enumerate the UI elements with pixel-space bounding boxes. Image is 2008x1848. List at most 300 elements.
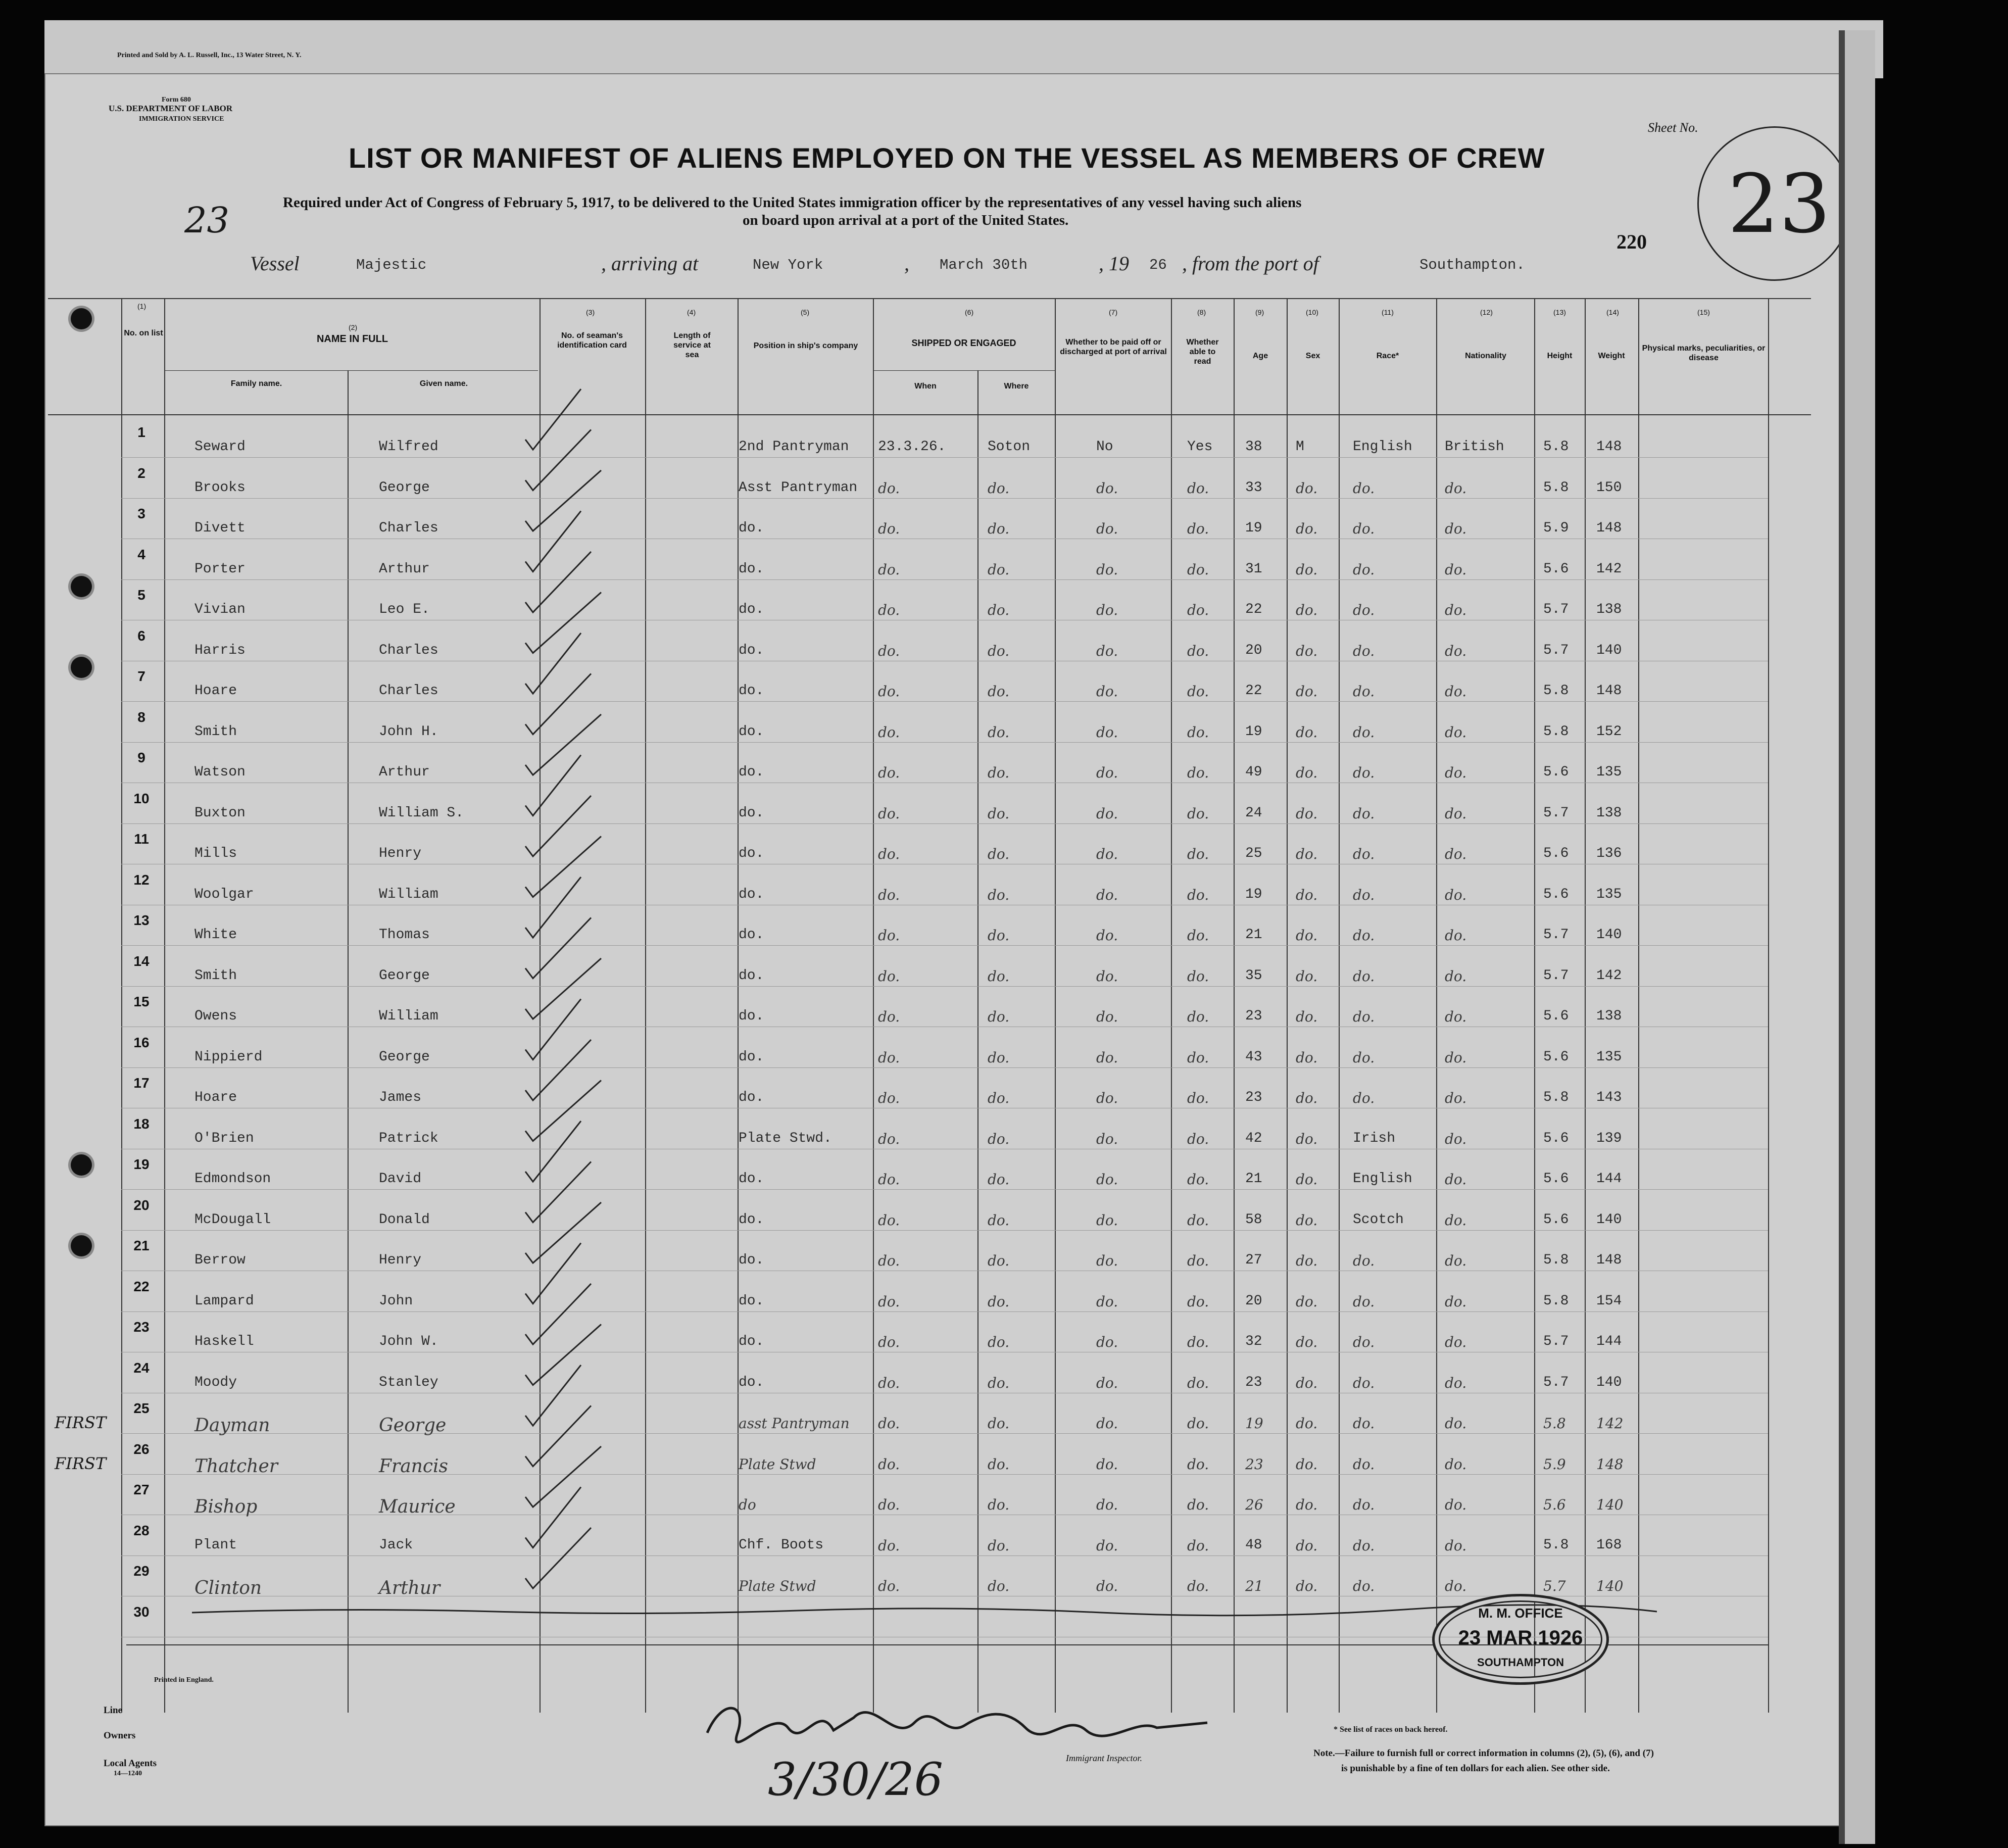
- checkmark: [525, 1528, 591, 1588]
- cell-race: do.: [1353, 561, 1375, 578]
- printer-credit: Printed and Sold by A. L. Russell, Inc., 13 Water Street, N. Y.: [117, 52, 302, 59]
- cell-family: Mills: [194, 846, 237, 861]
- row-rule: [121, 1067, 1768, 1068]
- cell-position: do.: [739, 927, 764, 943]
- cell-read: do.: [1187, 1578, 1209, 1594]
- cell-family: Dayman: [194, 1415, 270, 1436]
- cell-when: do.: [878, 886, 900, 903]
- cell-family: Watson: [194, 764, 246, 780]
- row-rule: [121, 579, 1768, 580]
- cell-height: 5.6: [1543, 561, 1569, 577]
- cell-age: 19: [1245, 723, 1262, 740]
- cell-weight: 140: [1596, 1374, 1622, 1390]
- cell-read: do.: [1187, 1496, 1209, 1513]
- cell-paid: do.: [1096, 602, 1118, 618]
- vessel-name: Majestic: [356, 257, 427, 273]
- row-rule: [121, 457, 1768, 458]
- margin-note: 23: [184, 200, 230, 241]
- owners-label: Owners: [104, 1730, 136, 1741]
- row-number: 16: [133, 1034, 150, 1050]
- subtitle-line-1: Required under Act of Congress of February 5, 1917, to be delivered to the United States immigration officer by the representatives of any vessel having such aliens: [283, 194, 1302, 211]
- cell-nationality: do.: [1445, 723, 1467, 741]
- cell-position: Plate Stwd: [739, 1455, 816, 1473]
- cell-where: do.: [988, 1455, 1010, 1473]
- cell-sex: do.: [1296, 764, 1318, 781]
- cell-family: Porter: [194, 561, 246, 577]
- cell-race: do.: [1353, 1537, 1375, 1554]
- cell-family: Owens: [194, 1008, 237, 1024]
- cell-age: 20: [1245, 642, 1262, 658]
- cell-race: do.: [1353, 1455, 1375, 1473]
- cell-height: 5.7: [1543, 927, 1569, 943]
- cell-sex: do.: [1296, 1130, 1318, 1147]
- checkmark: [525, 1284, 591, 1344]
- checkmark: [525, 877, 581, 938]
- cell-sex: do.: [1296, 805, 1318, 822]
- cell-position: do.: [739, 1090, 764, 1105]
- checkmark: [525, 593, 601, 653]
- cell-given: Wilfred: [379, 439, 438, 455]
- cell-position: do.: [739, 1293, 764, 1309]
- row-number: 24: [133, 1359, 150, 1376]
- cell-given: William: [379, 886, 438, 902]
- checkmark: [525, 1406, 591, 1467]
- cell-when: do.: [878, 846, 900, 862]
- cell-given: William: [379, 1008, 438, 1024]
- cell-height: 5.8: [1543, 723, 1569, 740]
- cell-weight: 150: [1596, 479, 1622, 496]
- cell-age: 58: [1245, 1211, 1262, 1228]
- cell-race: do.: [1353, 723, 1375, 741]
- cell-position: do.: [739, 967, 764, 984]
- cell-read: do.: [1187, 1415, 1209, 1432]
- cell-nationality: do.: [1445, 967, 1467, 985]
- row-number: 12: [133, 871, 150, 888]
- cell-age: 23: [1245, 1090, 1262, 1105]
- cell-position: do.: [739, 1211, 764, 1228]
- cell-where: do.: [988, 1090, 1010, 1106]
- checkmark: [525, 389, 581, 450]
- cell-read: Yes: [1187, 439, 1213, 455]
- cell-height: 5.8: [1543, 1090, 1569, 1105]
- cell-family: Harris: [194, 642, 246, 658]
- cell-nationality: do.: [1445, 602, 1467, 618]
- row-number: 28: [133, 1522, 150, 1538]
- cell-read: do.: [1187, 1008, 1209, 1025]
- cell-height: 5.7: [1543, 642, 1569, 658]
- inspector-label: Immigrant Inspector.: [1066, 1753, 1142, 1763]
- cell-position: do.: [739, 1008, 764, 1024]
- row-rule: [121, 1433, 1768, 1434]
- cell-sex: do.: [1296, 1293, 1318, 1310]
- vessel-label: Vessel: [250, 252, 300, 275]
- cell-read: do.: [1187, 1171, 1209, 1188]
- cell-given: John: [379, 1293, 413, 1309]
- cell-position: do.: [739, 723, 764, 740]
- cell-given: Henry: [379, 1252, 422, 1268]
- row-rule: [121, 986, 1768, 987]
- cell-when: do.: [878, 1374, 900, 1391]
- cell-sex: do.: [1296, 1171, 1318, 1188]
- cell-nationality: do.: [1445, 1415, 1467, 1432]
- cell-nationality: do.: [1445, 1008, 1467, 1025]
- cell-height: 5.8: [1543, 1537, 1569, 1553]
- cell-when: do.: [878, 1496, 900, 1513]
- cell-given: Leo E.: [379, 602, 430, 617]
- cell-given: George: [379, 1049, 430, 1065]
- cell-position: do.: [739, 846, 764, 861]
- cell-sex: do.: [1296, 723, 1318, 741]
- row-number: 27: [133, 1482, 150, 1497]
- cell-age: 22: [1245, 683, 1262, 699]
- cell-weight: 144: [1596, 1334, 1622, 1349]
- cell-race: English: [1353, 1171, 1412, 1187]
- cell-sex: do.: [1296, 927, 1318, 944]
- checkmark: [525, 1040, 591, 1100]
- cell-family: Divett: [194, 520, 246, 536]
- cell-where: do.: [988, 1171, 1010, 1188]
- cell-read: do.: [1187, 764, 1209, 781]
- cell-race: English: [1353, 439, 1412, 455]
- cell-position: 2nd Pantryman: [739, 439, 849, 455]
- row-number: 26: [133, 1441, 150, 1457]
- cell-where: do.: [988, 1415, 1010, 1432]
- cell-weight: 135: [1596, 886, 1622, 902]
- cell-weight: 148: [1596, 1455, 1624, 1473]
- cell-sex: do.: [1296, 1008, 1318, 1025]
- cell-nationality: do.: [1445, 561, 1467, 578]
- cell-read: do.: [1187, 561, 1209, 578]
- checkmark: [525, 1081, 601, 1141]
- list-number: 220: [1617, 230, 1647, 253]
- cell-weight: 143: [1596, 1090, 1622, 1105]
- col-physical-marks: Physical marks, peculiarities, or disease: [1642, 344, 1766, 362]
- row-rule: [121, 1474, 1768, 1475]
- cell-when: do.: [878, 1415, 900, 1432]
- cell-read: do.: [1187, 1374, 1209, 1391]
- cell-age: 35: [1245, 967, 1262, 984]
- cell-position: do.: [739, 886, 764, 902]
- checkmark: [525, 755, 581, 816]
- row-number: 25: [133, 1400, 150, 1416]
- cell-where: do.: [988, 1130, 1010, 1147]
- checkmark: [525, 633, 581, 694]
- cell-family: Haskell: [194, 1334, 254, 1349]
- cell-family: O'Brien: [194, 1130, 254, 1146]
- cell-sex: do.: [1296, 1049, 1318, 1066]
- cell-given: Charles: [379, 642, 438, 658]
- checkmark: [525, 1243, 581, 1304]
- cell-position: Chf. Boots: [739, 1537, 824, 1553]
- cell-read: do.: [1187, 967, 1209, 985]
- cell-weight: 135: [1596, 1049, 1622, 1065]
- checkmark: [525, 1162, 591, 1223]
- cell-paid: do.: [1096, 479, 1118, 497]
- cell-when: do.: [878, 1455, 900, 1473]
- service: IMMIGRATION SERVICE: [139, 115, 224, 123]
- cell-race: Scotch: [1353, 1211, 1404, 1228]
- cell-given: Maurice: [379, 1496, 456, 1517]
- cell-race: Irish: [1353, 1130, 1396, 1146]
- cell-nationality: do.: [1445, 1455, 1467, 1473]
- cell-weight: 140: [1596, 1578, 1624, 1594]
- cell-read: do.: [1187, 1252, 1209, 1269]
- cell-height: 5.6: [1543, 1130, 1569, 1146]
- cell-given: Arthur: [379, 561, 430, 577]
- cell-nationality: do.: [1445, 927, 1467, 944]
- cell-position: do.: [739, 805, 764, 821]
- cell-family: Berrow: [194, 1252, 246, 1268]
- cell-where: do.: [988, 764, 1010, 781]
- cell-race: do.: [1353, 764, 1375, 781]
- stamp-bottom: SOUTHAMPTON: [1477, 1656, 1564, 1669]
- cell-height: 5.6: [1543, 846, 1569, 861]
- margin-annotation: FIRST: [55, 1453, 107, 1473]
- col-shipped-engaged: SHIPPED OR ENGAGED: [911, 338, 1016, 348]
- col-where: Where: [1004, 382, 1029, 391]
- col-nationality: Nationality: [1465, 352, 1506, 360]
- cell-where: do.: [988, 927, 1010, 944]
- cell-age: 33: [1245, 479, 1262, 496]
- cell-where: do.: [988, 967, 1010, 985]
- cell-read: do.: [1187, 1334, 1209, 1350]
- cell-where: do.: [988, 642, 1010, 659]
- cell-position: do.: [739, 1334, 764, 1349]
- col-able-to-read: Whether able to read: [1186, 338, 1219, 366]
- checkmark: [525, 1202, 601, 1263]
- cell-height: 5.8: [1543, 439, 1569, 455]
- cell-family: Clinton: [194, 1578, 262, 1598]
- col-paid-off: Whether to be paid off or discharged at port of arrival: [1060, 338, 1167, 356]
- cell-age: 24: [1245, 805, 1262, 821]
- cell-where: do.: [988, 520, 1010, 537]
- cell-where: do.: [988, 1211, 1010, 1229]
- cell-position: do.: [739, 642, 764, 658]
- checkmark: [525, 1121, 581, 1182]
- cell-age: 31: [1245, 561, 1262, 577]
- cell-when: do.: [878, 805, 900, 822]
- races-note: * See list of races on back hereof.: [1334, 1725, 1448, 1734]
- arrival-port: New York: [753, 257, 823, 273]
- cell-age: 21: [1245, 1171, 1262, 1187]
- cell-where: Soton: [988, 439, 1031, 455]
- col-family-name: Family name.: [230, 379, 282, 388]
- col-sex: Sex: [1305, 352, 1320, 360]
- cell-when: do.: [878, 642, 900, 659]
- cell-read: do.: [1187, 1130, 1209, 1147]
- cell-sex: do.: [1296, 1374, 1318, 1391]
- cell-read: do.: [1187, 1049, 1209, 1066]
- cell-when: do.: [878, 1090, 900, 1106]
- col-when: When: [914, 382, 937, 391]
- cell-given: Jack: [379, 1537, 413, 1553]
- cell-paid: do.: [1096, 723, 1118, 741]
- cell-nationality: do.: [1445, 1537, 1467, 1554]
- cell-paid: do.: [1096, 846, 1118, 862]
- inspector-signature: [702, 1687, 1268, 1763]
- cell-nationality: do.: [1445, 683, 1467, 700]
- cell-sex: do.: [1296, 1455, 1318, 1473]
- cell-read: do.: [1187, 479, 1209, 497]
- cell-where: do.: [988, 1537, 1010, 1554]
- punch-hole: [71, 1154, 92, 1176]
- checkmark: [525, 1365, 581, 1426]
- subtitle-line-2: on board upon arrival at a port of the United States.: [743, 212, 1069, 228]
- cell-given: Charles: [379, 683, 438, 699]
- cell-sex: do.: [1296, 1578, 1318, 1594]
- row-number: 21: [133, 1238, 150, 1253]
- cell-given: Francis: [379, 1455, 448, 1477]
- cell-position: do: [739, 1496, 756, 1513]
- cell-where: do.: [988, 1578, 1010, 1594]
- cell-where: do.: [988, 886, 1010, 903]
- cell-paid: No: [1096, 439, 1113, 455]
- cell-read: do.: [1187, 1211, 1209, 1229]
- cell-nationality: do.: [1445, 1211, 1467, 1229]
- cell-race: do.: [1353, 642, 1375, 659]
- cell-paid: do.: [1096, 1293, 1118, 1310]
- cell-race: do.: [1353, 805, 1375, 822]
- cell-given: John H.: [379, 723, 438, 740]
- col-height: Height: [1547, 352, 1573, 360]
- cell-race: do.: [1353, 886, 1375, 903]
- cell-family: Lampard: [194, 1293, 254, 1309]
- cell-weight: 148: [1596, 520, 1622, 536]
- cell-paid: do.: [1096, 520, 1118, 537]
- cell-race: do.: [1353, 520, 1375, 537]
- cell-family: Smith: [194, 723, 237, 740]
- cell-position: do.: [739, 683, 764, 699]
- cell-weight: 135: [1596, 764, 1622, 780]
- cell-paid: do.: [1096, 683, 1118, 700]
- cell-when: do.: [878, 1008, 900, 1025]
- cell-given: Patrick: [379, 1130, 438, 1146]
- cell-when: do.: [878, 1049, 900, 1066]
- cell-given: David: [379, 1171, 422, 1187]
- cell-race: do.: [1353, 1334, 1375, 1350]
- col-length-service: Length of service at sea: [673, 331, 711, 359]
- cell-paid: do.: [1096, 1415, 1118, 1432]
- cell-where: do.: [988, 479, 1010, 497]
- cell-paid: do.: [1096, 1090, 1118, 1106]
- cell-nationality: do.: [1445, 642, 1467, 659]
- row-rule: [121, 1555, 1768, 1556]
- cell-sex: do.: [1296, 683, 1318, 700]
- row-number: 15: [133, 994, 150, 1009]
- col-given-name: Given name.: [419, 379, 468, 388]
- row-number: 17: [133, 1075, 150, 1091]
- cell-age: 49: [1245, 764, 1262, 780]
- arriving-label: , arriving at: [601, 252, 699, 275]
- row-number: 7: [137, 668, 145, 684]
- cell-sex: do.: [1296, 1334, 1318, 1350]
- cell-where: do.: [988, 1374, 1010, 1391]
- cell-when: do.: [878, 1252, 900, 1269]
- cell-read: do.: [1187, 846, 1209, 862]
- cell-height: 5.6: [1543, 1211, 1569, 1228]
- checkmark: [525, 796, 591, 856]
- checkmark: [525, 837, 601, 897]
- cell-sex: do.: [1296, 1415, 1318, 1432]
- row-number: 30: [133, 1603, 150, 1620]
- checkmark: [525, 999, 581, 1060]
- checkmark: [525, 958, 601, 1019]
- cell-read: do.: [1187, 683, 1209, 700]
- cell-family: Seward: [194, 439, 246, 455]
- cell-read: do.: [1187, 723, 1209, 741]
- cell-weight: 154: [1596, 1293, 1622, 1309]
- cell-height: 5.6: [1543, 886, 1569, 902]
- cell-where: do.: [988, 602, 1010, 618]
- cell-paid: do.: [1096, 1496, 1118, 1513]
- cell-height: 5.7: [1543, 1334, 1569, 1349]
- cell-race: do.: [1353, 479, 1375, 497]
- inspector-date: 3/30/26: [768, 1753, 943, 1806]
- cell-where: do.: [988, 805, 1010, 822]
- cell-when: do.: [878, 1537, 900, 1554]
- cell-paid: do.: [1096, 1334, 1118, 1350]
- cell-sex: do.: [1296, 602, 1318, 618]
- cell-nationality: do.: [1445, 479, 1467, 497]
- cell-age: 25: [1245, 846, 1262, 861]
- cell-height: 5.7: [1543, 602, 1569, 617]
- cell-position: do.: [739, 1049, 764, 1065]
- col-id-card: No. of seaman's identification card: [557, 331, 627, 350]
- cell-where: do.: [988, 1496, 1010, 1513]
- cell-weight: 144: [1596, 1171, 1622, 1187]
- row-number: 29: [133, 1563, 150, 1579]
- cell-age: 19: [1245, 520, 1262, 536]
- cell-nationality: do.: [1445, 520, 1467, 537]
- cell-weight: 148: [1596, 1252, 1622, 1268]
- cell-when: 23.3.26.: [878, 439, 946, 455]
- cell-height: 5.6: [1543, 1496, 1566, 1513]
- cell-paid: do.: [1096, 561, 1118, 578]
- cell-sex: do.: [1296, 886, 1318, 903]
- mm-office-stamp: [1432, 1594, 1609, 1685]
- cell-race: do.: [1353, 1496, 1375, 1513]
- cell-where: do.: [988, 846, 1010, 862]
- cell-height: 5.7: [1543, 1578, 1566, 1594]
- cell-weight: 152: [1596, 723, 1622, 740]
- cell-given: John W.: [379, 1334, 438, 1349]
- cell-when: do.: [878, 723, 900, 741]
- checkmark: [525, 430, 591, 491]
- cell-family: Nippierd: [194, 1049, 263, 1065]
- cell-family: Hoare: [194, 1090, 237, 1105]
- cell-family: White: [194, 927, 237, 943]
- col-name-in-full: NAME IN FULL: [316, 333, 388, 345]
- cell-read: do.: [1187, 1455, 1209, 1473]
- line-label: Line: [104, 1705, 122, 1716]
- cell-age: 19: [1245, 1415, 1263, 1432]
- cell-weight: 140: [1596, 1211, 1622, 1228]
- cell-nationality: British: [1445, 439, 1504, 455]
- cell-age: 19: [1245, 886, 1262, 902]
- cell-weight: 140: [1596, 927, 1622, 943]
- cell-height: 5.9: [1543, 1455, 1566, 1473]
- row-rule: [121, 945, 1768, 946]
- cell-sex: do.: [1296, 1496, 1318, 1513]
- cell-paid: do.: [1096, 1049, 1118, 1066]
- cell-when: do.: [878, 1171, 900, 1188]
- row-rule: [121, 1230, 1768, 1231]
- cell-paid: do.: [1096, 642, 1118, 659]
- checkmark: [525, 470, 601, 531]
- cell-weight: 136: [1596, 846, 1622, 861]
- cell-race: do.: [1353, 1049, 1375, 1066]
- cell-height: 5.9: [1543, 520, 1569, 536]
